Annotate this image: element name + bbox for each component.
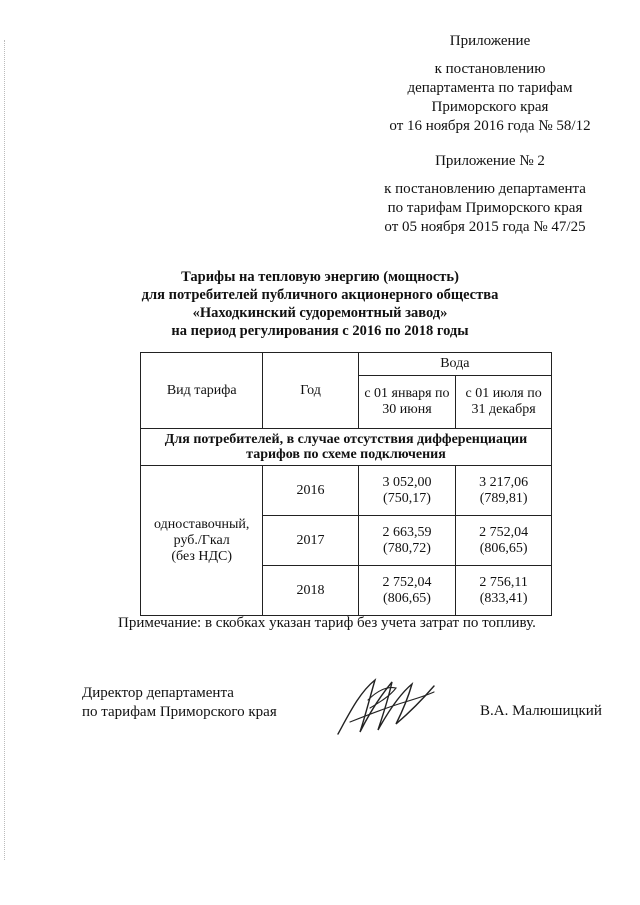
annex2-line: по тарифам Приморского края [387,200,583,216]
tariff-value-fuel-excluded: (833,41) [479,590,528,606]
tariff-value-fuel-excluded: (806,65) [383,590,431,606]
heading-line: «Находкинский судоремонтный завод» [192,305,448,321]
tariff-type-line: руб./Гкал [173,532,230,548]
annex-line: Приморского края [431,99,549,115]
value-cell [456,466,552,516]
annex2-title: Приложение № 2 [435,153,545,169]
tariff-type-line: (без НДС) [171,548,233,564]
tariff-value: 2 752,04 [382,574,432,590]
heading-line: на период регулирования с 2016 по 2018 годы [171,323,469,339]
tariff-value: 3 217,06 [479,474,529,490]
annex2-line: к постановлению департамента [384,181,586,197]
annex-line: к постановлению [434,61,546,77]
value-cell [358,516,456,566]
tariff-table [140,352,552,616]
annex-line: департамента по тарифам [407,80,573,96]
group-label: Для потребителей, в случае отсутствия дифференциации тарифов по схеме подключения [141,429,552,466]
tariff-value: 2 752,04 [479,524,529,540]
position-line: по тарифам Приморского края [82,704,277,720]
value-cell [456,566,552,616]
tariff-type-line: одноставочный, [154,516,250,532]
header-period-2: с 01 июля по 31 декабря [456,376,552,429]
annex-reference [380,60,600,136]
value-cell [358,566,456,616]
heading-line: для потребителей публичного акционерного общества [141,287,499,303]
margin-marks [4,40,7,860]
table-row [141,466,552,516]
position-line: Директор департамента [82,685,234,701]
signatory-position [82,684,277,722]
annex-line: от 16 ноября 2016 года № 58/12 [389,118,591,134]
value-cell [358,466,456,516]
tariff-value: 2 756,11 [479,574,528,590]
table-header-row [141,353,552,376]
tariff-type-cell [141,466,263,616]
table-group-row [141,429,552,466]
year-cell: 2017 [263,516,358,566]
tariff-value: 3 052,00 [382,474,432,490]
header-year: Год [263,353,358,429]
annex2-line: от 05 ноября 2015 года № 47/25 [384,219,586,235]
header-water: Вода [358,353,551,376]
tariff-value: 2 663,59 [382,524,432,540]
tariff-value-fuel-excluded: (780,72) [383,540,431,556]
table-note: Примечание: в скобках указан тариф без учета затрат по топливу. [118,615,536,631]
header-period-1: с 01 января по 30 июня [358,376,456,429]
year-cell: 2016 [263,466,358,516]
value-cell [456,516,552,566]
header-tariff-type: Вид тарифа [141,353,263,429]
year-cell: 2018 [263,566,358,616]
annex-title: Приложение [449,33,531,49]
document-heading [100,268,540,340]
heading-line: Тарифы на тепловую энергию (мощность) [181,269,459,285]
signatory-name: В.А. Малюшицкий [480,703,602,719]
tariff-value-fuel-excluded: (806,65) [479,540,528,556]
tariff-value-fuel-excluded: (750,17) [383,490,431,506]
tariff-value-fuel-excluded: (789,81) [479,490,528,506]
handwritten-signature [330,672,440,742]
annex2-reference [370,180,600,237]
